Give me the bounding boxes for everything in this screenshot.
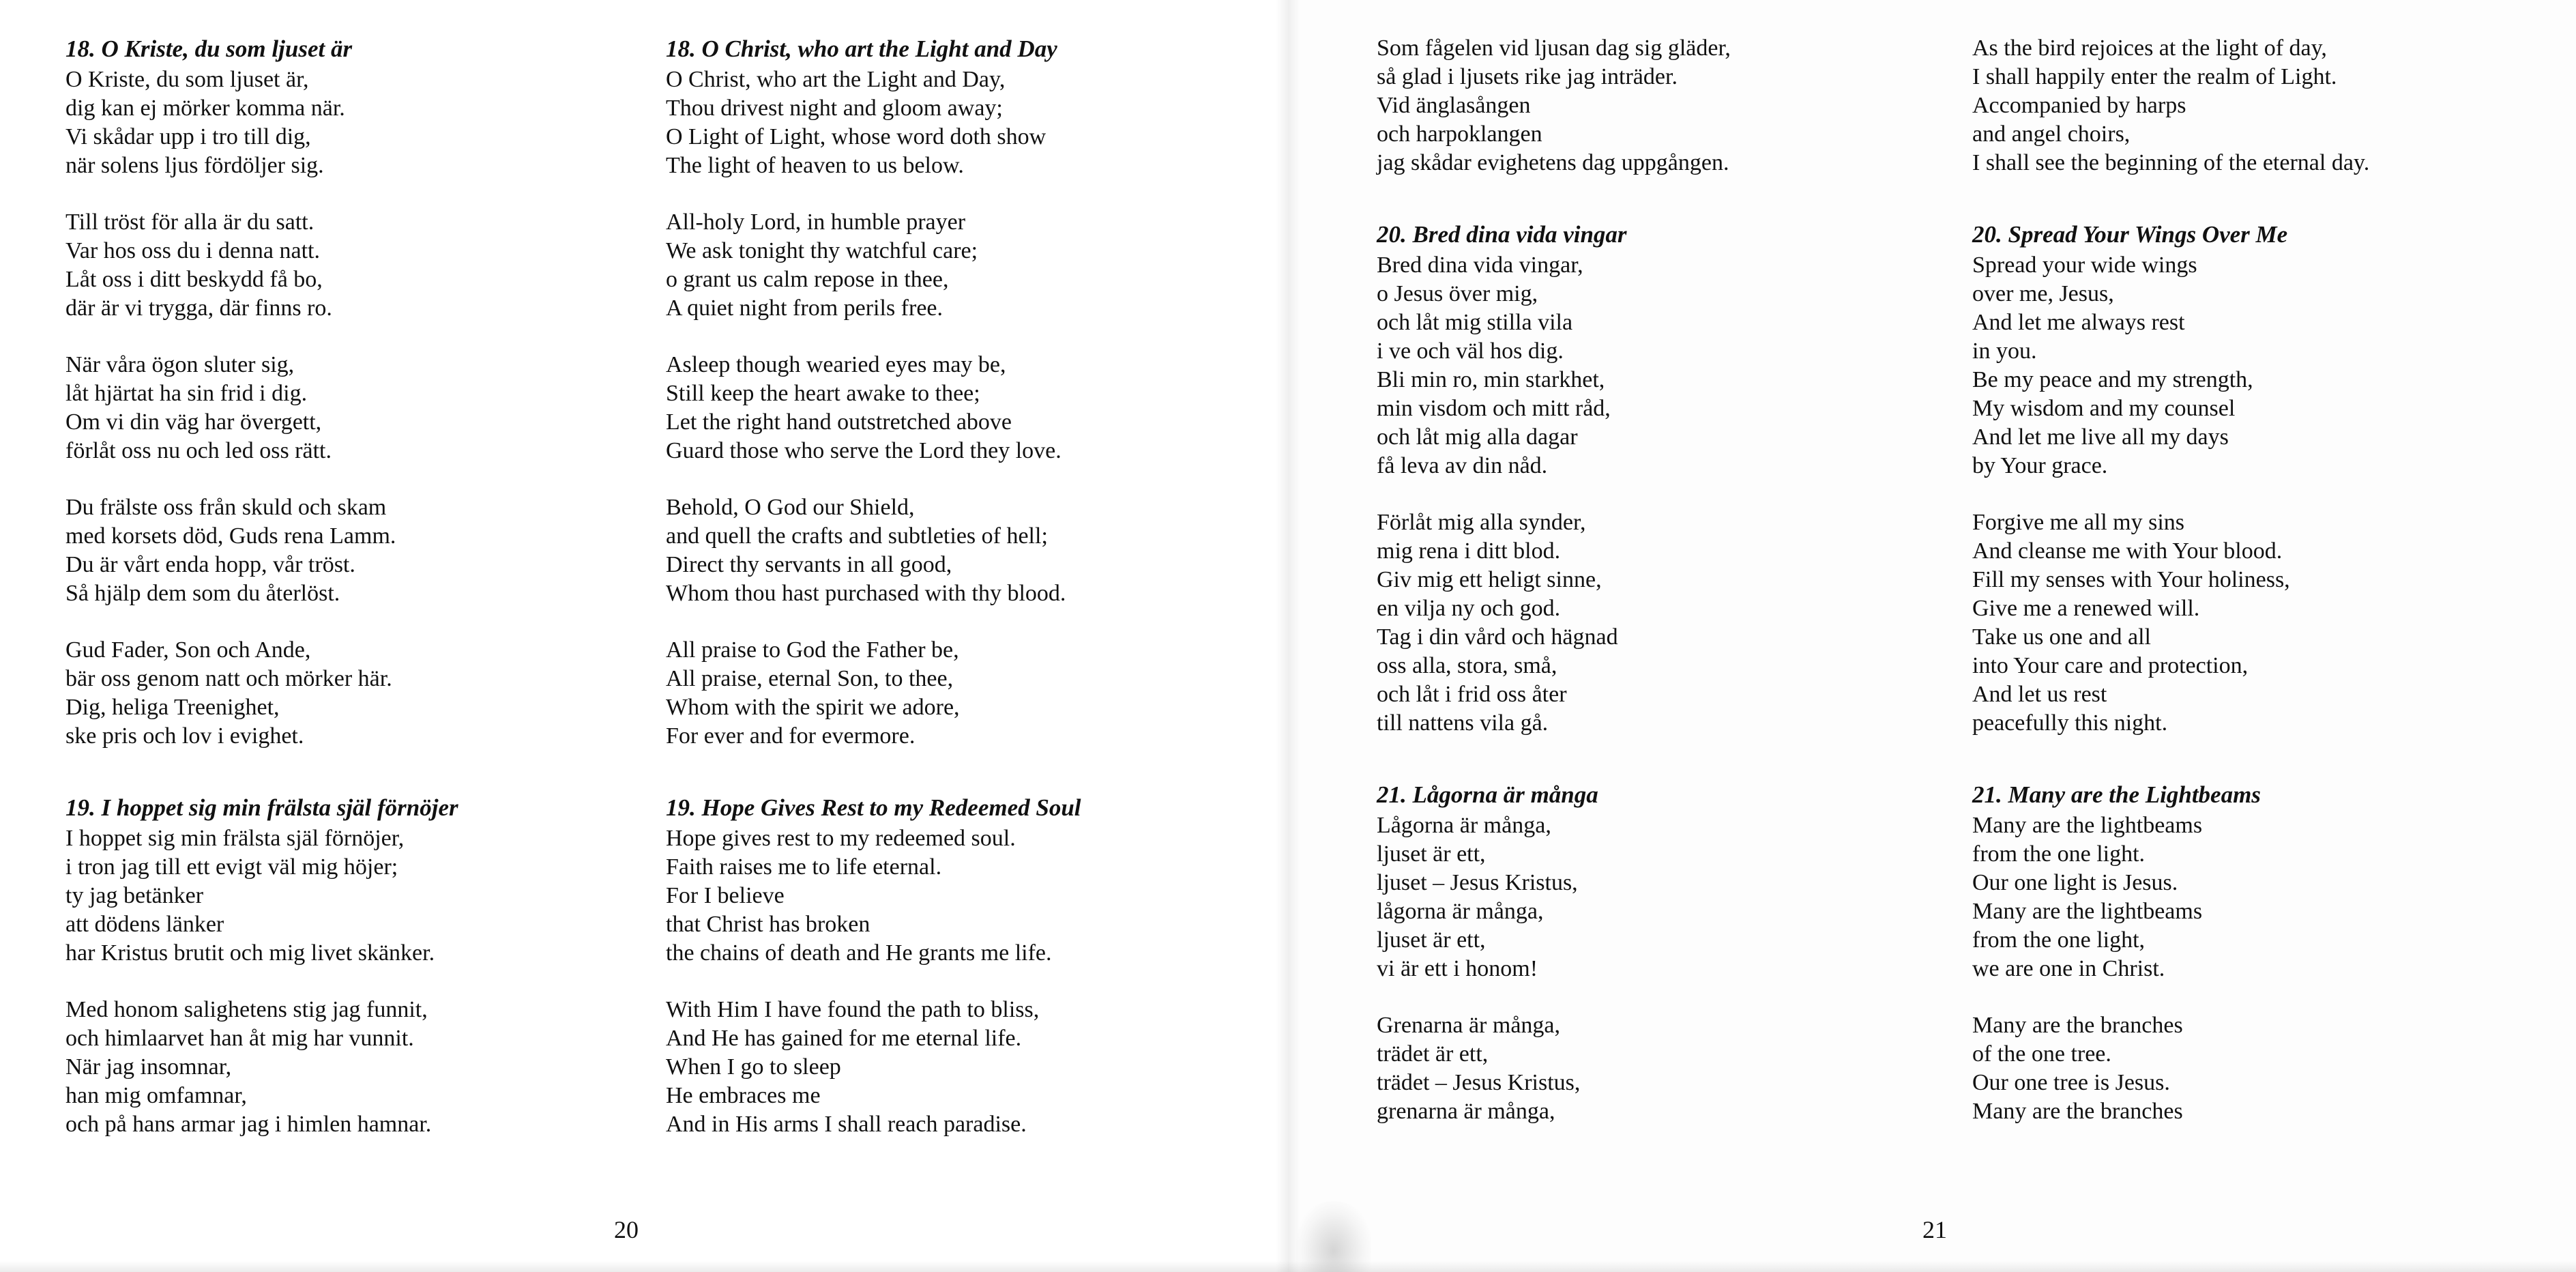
verse-line: When I go to sleep [666,1054,841,1080]
verse-line: Vi skådar upp i tro till dig, [65,124,311,149]
verse-line: grenarna är många, [1377,1099,1555,1124]
verse-line: och låt i frid oss åter [1377,682,1567,707]
verse-line: få leva av din nåd. [1377,453,1548,478]
verse-line: Give me a renewed will. [1972,596,2200,621]
verse-line: Om vi din väg har övergett, [65,409,322,435]
verse-line: Bli min ro, min starkhet, [1377,367,1605,392]
stanza [666,996,1212,1139]
verse-line: we are one in Christ. [1972,956,2165,981]
verse-line: Whom with the spirit we adore, [666,695,960,720]
stanza [1972,34,2518,177]
verse-line: i tron jag till ett evigt väl mig höjer; [65,854,398,880]
hymn [1377,220,1922,738]
verse-line: O Light of Light, whose word doth show [666,124,1046,149]
hymn-title: 18. O Christ, who art the Light and Day [666,35,1057,62]
hymn [1377,780,1922,1126]
verse-line: and quell the crafts and subtleties of hell; [666,523,1048,549]
hymn [666,793,1212,1139]
hymn [1972,34,2518,177]
verse-line: Forgive me all my sins [1972,510,2185,535]
verse-line: from the one light. [1972,841,2146,867]
verse-line: With Him I have found the path to bliss, [666,997,1040,1022]
stanza [65,351,611,465]
verse-line: till nattens vila gå. [1377,710,1549,736]
verse-line: into Your care and protection, [1972,653,2249,678]
verse-line: Var hos oss du i denna natt. [65,238,321,263]
verse-line: For I believe [666,883,785,908]
verse-line: peacefully this night. [1972,710,2168,736]
verse-line: vi är ett i honom! [1377,956,1538,981]
stanza [1972,1011,2518,1126]
right-page [1288,0,2576,1272]
verse-line: När våra ögon sluter sig, [65,352,295,377]
verse-line: Accompanied by harps [1972,93,2186,118]
verse-line: Lågorna är många, [1377,813,1551,838]
verse-line: Direct thy servants in all good, [666,552,952,577]
hymn-title: 18. O Kriste, du som ljuset är [65,35,353,62]
verse-line: Let the right hand outstretched above [666,409,1012,435]
hymn-title: 20. Bred dina vida vingar [1377,221,1627,248]
column-swedish-right [1377,34,1922,1126]
stanza [1377,811,1922,983]
verse-line: ske pris och lov i evighet. [65,723,304,749]
stanza [1972,811,2518,983]
verse-line: en vilja ny och god. [1377,596,1561,621]
verse-line: lågorna är många, [1377,899,1544,924]
verse-line: Tag i din vård och hägnad [1377,624,1618,650]
verse-line: Låt oss i ditt beskydd få bo, [65,267,323,292]
verse-line: Be my peace and my strength, [1972,367,2253,392]
verse-line: o Jesus över mig, [1377,281,1538,306]
verse-line: Hope gives rest to my redeemed soul. [666,826,1016,851]
stanza [666,493,1212,608]
verse-line: förlåt oss nu och led oss rätt. [65,438,332,463]
stanza [666,824,1212,968]
verse-line: He embraces me [666,1083,821,1108]
verse-line: Take us one and all [1972,624,2151,650]
verse-line: Till tröst för alla är du satt. [65,209,314,235]
verse-line: när solens ljus fördöljer sig. [65,153,324,178]
verse-line: from the one light, [1972,927,2146,953]
hymn-title: 20. Spread Your Wings Over Me [1972,221,2288,248]
verse-line: och låt mig stilla vila [1377,310,1573,335]
stanza [65,208,611,323]
verse-line: Du frälste oss från skuld och skam [65,495,387,520]
verse-line: Vid änglasången [1377,93,1531,118]
stanza [65,996,611,1139]
verse-line: We ask tonight thy watchful care; [666,238,978,263]
verse-line: Bred dina vida vingar, [1377,252,1583,278]
verse-line: ljuset är ett, [1377,927,1486,953]
verse-line: bär oss genom natt och mörker här. [65,666,392,691]
stanza [65,66,611,180]
verse-line: All praise to God the Father be, [666,637,959,663]
hymn-title: 19. Hope Gives Rest to my Redeemed Soul [666,794,1081,821]
stanza [666,66,1212,180]
verse-line: by Your grace. [1972,453,2108,478]
verse-line: har Kristus brutit och mig livet skänker. [65,940,435,966]
stanza [1377,1011,1922,1126]
verse-line: Whom thou hast purchased with thy blood. [666,581,1066,606]
verse-line: Du är vårt enda hopp, vår tröst. [65,552,355,577]
stanza [65,824,611,968]
verse-line: där är vi trygga, där finns ro. [65,295,332,321]
stanza [1377,34,1922,177]
verse-line: Med honom salighetens stig jag funnit, [65,997,428,1022]
hymn [1972,220,2518,738]
verse-line: När jag insomnar, [65,1054,232,1080]
verse-line: Behold, O God our Shield, [666,495,915,520]
verse-line: och på hans armar jag i himlen hamnar. [65,1112,432,1137]
verse-line: O Kriste, du som ljuset är, [65,67,309,92]
verse-line: han mig omfamnar, [65,1083,247,1108]
verse-line: Many are the lightbeams [1972,899,2203,924]
book-gutter [1276,0,1300,1272]
verse-line: Our one light is Jesus. [1972,870,2178,895]
hymn [65,793,611,1139]
hymn-title: 21. Many are the Lightbeams [1972,781,2261,808]
hymn-title: 21. Lågorna är många [1377,781,1598,808]
stanza [1972,251,2518,480]
verse-line: Many are the branches [1972,1099,2183,1124]
verse-line: O Christ, who art the Light and Day, [666,67,1006,92]
verse-line: And He has gained for me eternal life. [666,1026,1022,1051]
verse-line: jag skådar evighetens dag uppgången. [1377,150,1729,175]
verse-line: I shall happily enter the realm of Light. [1972,64,2337,89]
stanza [65,636,611,751]
verse-line: All-holy Lord, in humble prayer [666,209,966,235]
stanza [1972,508,2518,738]
verse-line: Many are the lightbeams [1972,813,2203,838]
verse-line: Still keep the heart awake to thee; [666,381,980,406]
stanza [1377,508,1922,738]
verse-line: I shall see the beginning of the eternal day. [1972,150,2370,175]
verse-line: My wisdom and my counsel [1972,396,2236,421]
column-english-left [666,34,1212,1139]
verse-line: ty jag betänker [65,883,204,908]
stanza [65,493,611,608]
verse-line: the chains of death and He grants me life. [666,940,1052,966]
verse-line: Fill my senses with Your holiness, [1972,567,2290,592]
verse-line: A quiet night from perils free. [666,295,943,321]
verse-line: Guard those who serve the Lord they love. [666,438,1062,463]
verse-line: låt hjärtat ha sin frid i dig. [65,381,308,406]
stanza [1377,251,1922,480]
verse-line: Grenarna är många, [1377,1013,1561,1038]
stanza [666,636,1212,751]
verse-line: Asleep though wearied eyes may be, [666,352,1006,377]
verse-line: that Christ has broken [666,912,870,937]
page-number-right: 21 [1922,1216,1947,1243]
verse-line: Giv mig ett heligt sinne, [1377,567,1602,592]
verse-line: and angel choirs, [1972,121,2131,147]
hymn [1377,34,1922,177]
verse-line: in you. [1972,338,2037,364]
column-swedish-left [65,34,611,1139]
page-number-left: 20 [614,1216,639,1243]
verse-line: And let me always rest [1972,310,2185,335]
verse-line: och harpoklangen [1377,121,1542,147]
verse-line: Förlåt mig alla synder, [1377,510,1586,535]
verse-line: Så hjälp dem som du återlöst. [65,581,340,606]
verse-line: For ever and for evermore. [666,723,916,749]
verse-line: Spread your wide wings [1972,252,2197,278]
page-bottom-edge [0,1261,2576,1272]
verse-line: And in His arms I shall reach paradise. [666,1112,1027,1137]
verse-line: Gud Fader, Son och Ande, [65,637,311,663]
verse-line: Our one tree is Jesus. [1972,1070,2170,1095]
verse-line: I hoppet sig min frälsta själ förnöjer, [65,826,405,851]
verse-line: All praise, eternal Son, to thee, [666,666,954,691]
verse-line: min visdom och mitt råd, [1377,396,1611,421]
verse-line: att dödens länker [65,912,224,937]
verse-line: och himlaarvet han åt mig har vunnit. [65,1026,414,1051]
verse-line: And let me live all my days [1972,424,2229,450]
verse-line: Thou drivest night and gloom away; [666,96,1003,121]
verse-line: ljuset är ett, [1377,841,1486,867]
verse-line: Many are the branches [1972,1013,2183,1038]
stanza [666,208,1212,323]
column-english-right [1972,34,2518,1126]
stanza [666,351,1212,465]
verse-line: The light of heaven to us below. [666,153,964,178]
hymn [65,34,611,751]
verse-line: o grant us calm repose in thee, [666,267,949,292]
verse-line: Som fågelen vid ljusan dag sig gläder, [1377,35,1731,61]
hymn-title: 19. I hoppet sig min frälsta själ förnöjer [65,794,458,821]
verse-line: Faith raises me to life eternal. [666,854,942,880]
verse-line: mig rena i ditt blod. [1377,538,1561,564]
verse-line: Dig, heliga Treenighet, [65,695,280,720]
verse-line: of the one tree. [1972,1041,2111,1067]
verse-line: så glad i ljusets rike jag inträder. [1377,64,1678,89]
verse-line: och låt mig alla dagar [1377,424,1578,450]
verse-line: As the bird rejoices at the light of day, [1972,35,2327,61]
hymn [666,34,1212,751]
verse-line: over me, Jesus, [1972,281,2114,306]
verse-line: dig kan ej mörker komma när. [65,96,345,121]
verse-line: trädet är ett, [1377,1041,1489,1067]
verse-line: trädet – Jesus Kristus, [1377,1070,1581,1095]
verse-line: And let us rest [1972,682,2107,707]
verse-line: oss alla, stora, små, [1377,653,1557,678]
verse-line: ljuset – Jesus Kristus, [1377,870,1578,895]
verse-line: med korsets död, Guds rena Lamm. [65,523,396,549]
verse-line: And cleanse me with Your blood. [1972,538,2283,564]
hymn [1972,780,2518,1126]
verse-line: i ve och väl hos dig. [1377,338,1564,364]
